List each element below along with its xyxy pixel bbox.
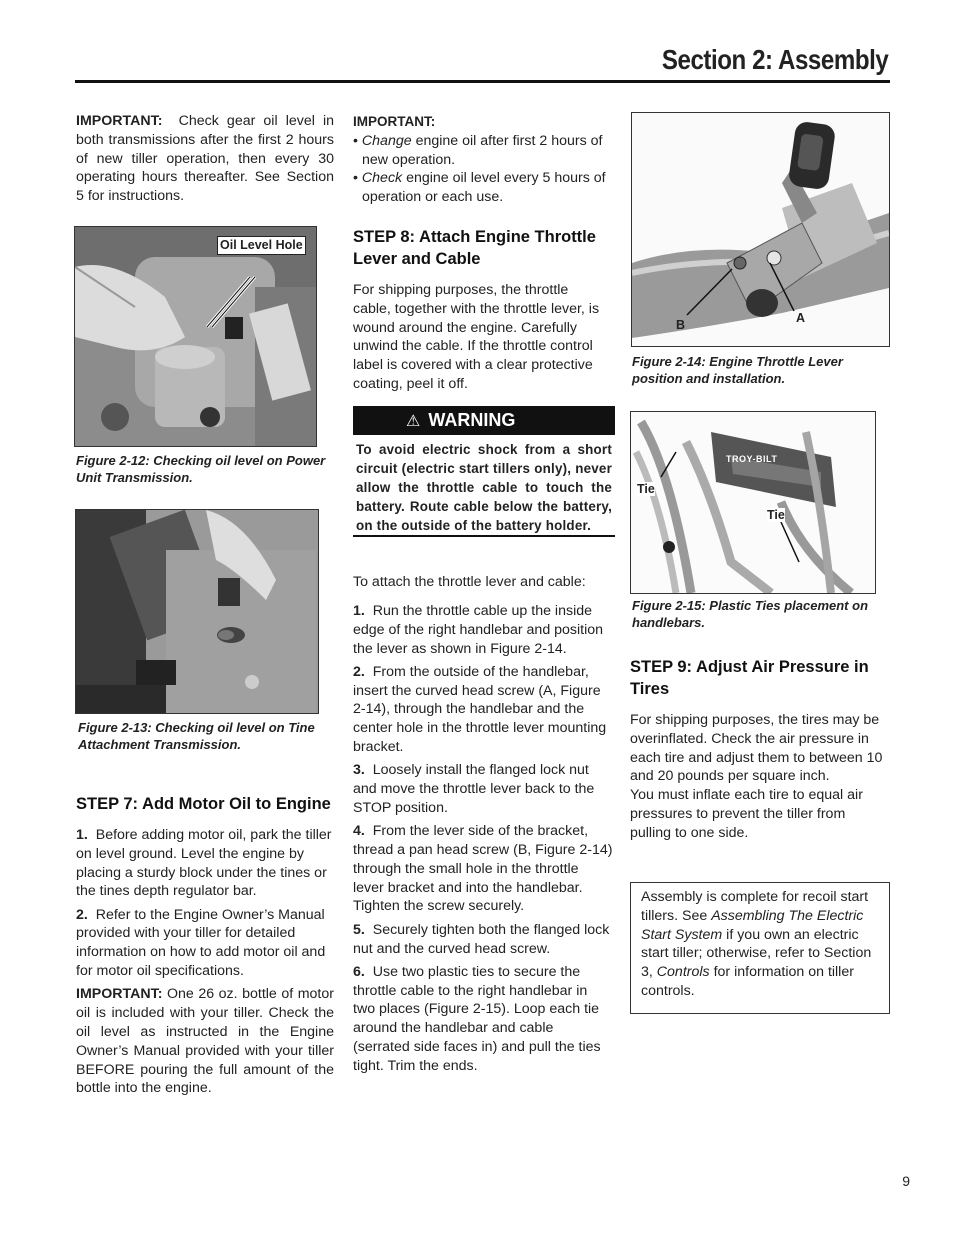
- list-item: 2. From the outside of the handlebar, insert the curved head screw (A, Figure 2-14), through the handlebar and the center hole in the throttle lever mounting bracket.: [353, 663, 607, 756]
- figure-2-12-photo: [74, 226, 317, 447]
- step7-list: [76, 826, 334, 1098]
- attach-intro: To attach the throttle lever and cable:: [353, 574, 586, 590]
- warning-banner: [353, 406, 615, 435]
- figure-2-13-caption: Figure 2-13: Checking oil level on Tine Attachment Transmission.: [78, 720, 315, 752]
- figure-2-15-photo: [630, 411, 876, 594]
- bullet-check: • Check engine oil level every 5 hours of operation or each use.: [353, 170, 606, 206]
- important-note-gear-oil: [76, 112, 334, 206]
- list-item: 6. Use two plastic ties to secure the throttle cable to the right handlebar in two places (Figure 2-15). Loop each tie around the handlebar and cable (serrated side faces in) and pull the ties tight. Trim the ends.: [353, 963, 601, 1074]
- label-b: B: [676, 318, 686, 332]
- step8-heading: STEP 8: Attach Engine Throttle Lever and Cable: [353, 228, 596, 268]
- list-item: 1. Run the throttle cable up the inside edge of the right handlebar and position the lever as shown in Figure 2-14.: [353, 603, 604, 657]
- figure-2-12-caption: Figure 2-12: Checking oil level on Power Unit Transmission.: [76, 453, 326, 485]
- warning-title: WARNING: [428, 410, 516, 430]
- bullet-change: • Change engine oil after first 2 hours of new operation.: [353, 132, 603, 168]
- warning-text: To avoid electric shock from a short circuit (electric start tillers only), never allow the throttle cable to touch the battery. Route cable below the battery, on the outside of the battery holder.: [356, 442, 612, 533]
- step8-list: [353, 602, 613, 1080]
- step7-heading: STEP 7: Add Motor Oil to Engine: [76, 795, 331, 813]
- list-item: 4. From the lever side of the bracket, thread a pan head screw (B, Figure 2-14) through the small hole in the throttle lever bracket and into the handlebar. Tighten the screw securely.: [353, 823, 613, 915]
- important-label: IMPORTANT:: [76, 113, 163, 129]
- figure-2-14-photo: [631, 112, 890, 347]
- label-tie-1: Tie: [637, 482, 655, 496]
- assembly-complete-text: Assembly is complete for recoil start tillers. See Assembling The Electric Start System if you own an electric start tiller; otherwise, refer to Section 3, Controls for information on tiller controls.: [641, 889, 872, 999]
- warning-triangle-icon: ⚠: [406, 413, 421, 430]
- warning-bottom-rule: [353, 535, 615, 537]
- list-item: 5. Securely tighten both the flanged lock nut and the curved head screw.: [353, 921, 610, 957]
- step9-text: For shipping purposes, the tires may be overinflated. Check the air pressure in each tire and adjust them to between 10 and 20 pounds per square inch. You must inflate each tire to equal air pressures to prevent the tiller from pulling to one side.: [630, 712, 883, 841]
- list-item: 3. Loosely install the flanged lock nut and move the throttle lever back to the STOP position.: [353, 762, 595, 816]
- important-oil-change: IMPORTANT: • Change engine oil after first 2 hours of new operation. • Check engine oil level every 5 hours of operation or each use.: [353, 113, 611, 207]
- list-item: 1. Before adding motor oil, park the tiller on level ground. Level the engine by placing a sturdy block under the tines or the tines depth regulator bar.: [76, 827, 332, 900]
- step9-heading: STEP 9: Adjust Air Pressure in Tires: [630, 658, 869, 698]
- troy-bilt-logo: TROY-BILT: [726, 454, 778, 464]
- header-rule: [75, 80, 890, 83]
- step8-intro: For shipping purposes, the throttle cable, together with the throttle lever, is wound around the engine. Carefully unwind the cable. If the throttle control label is covered with a clear protective coating, peel it off.: [353, 282, 600, 392]
- oil-level-hole-callout: Oil Level Hole: [217, 236, 306, 255]
- list-item: 2. Refer to the Engine Owner’s Manual provided with your tiller for detailed information on how to add motor oil and for motor oil specifications.: [76, 906, 326, 980]
- page-title: Section 2: Assembly: [661, 44, 888, 75]
- important-note-motor-oil: IMPORTANT: One 26 oz. bottle of motor oil is included with your tiller. Check the oil level as instructed in the Engine Owner’s Manual provided with your tiller BEFORE pouring the full amount of the bottle into the engine.: [76, 986, 334, 1097]
- label-a: A: [796, 311, 806, 325]
- figure-2-13-photo: [75, 509, 319, 714]
- page-number: 9: [902, 1173, 910, 1189]
- figure-2-15-caption: Figure 2-15: Plastic Ties placement on handlebars.: [632, 598, 869, 630]
- important-text: Check gear oil level in both transmissions after the first 2 hours of new tiller operation, then every 30 operating hours thereafter. See Section 5 for instructions.: [76, 113, 335, 205]
- label-tie-2: Tie: [767, 508, 785, 522]
- figure-2-14-caption: Figure 2-14: Engine Throttle Lever position and installation.: [632, 354, 843, 386]
